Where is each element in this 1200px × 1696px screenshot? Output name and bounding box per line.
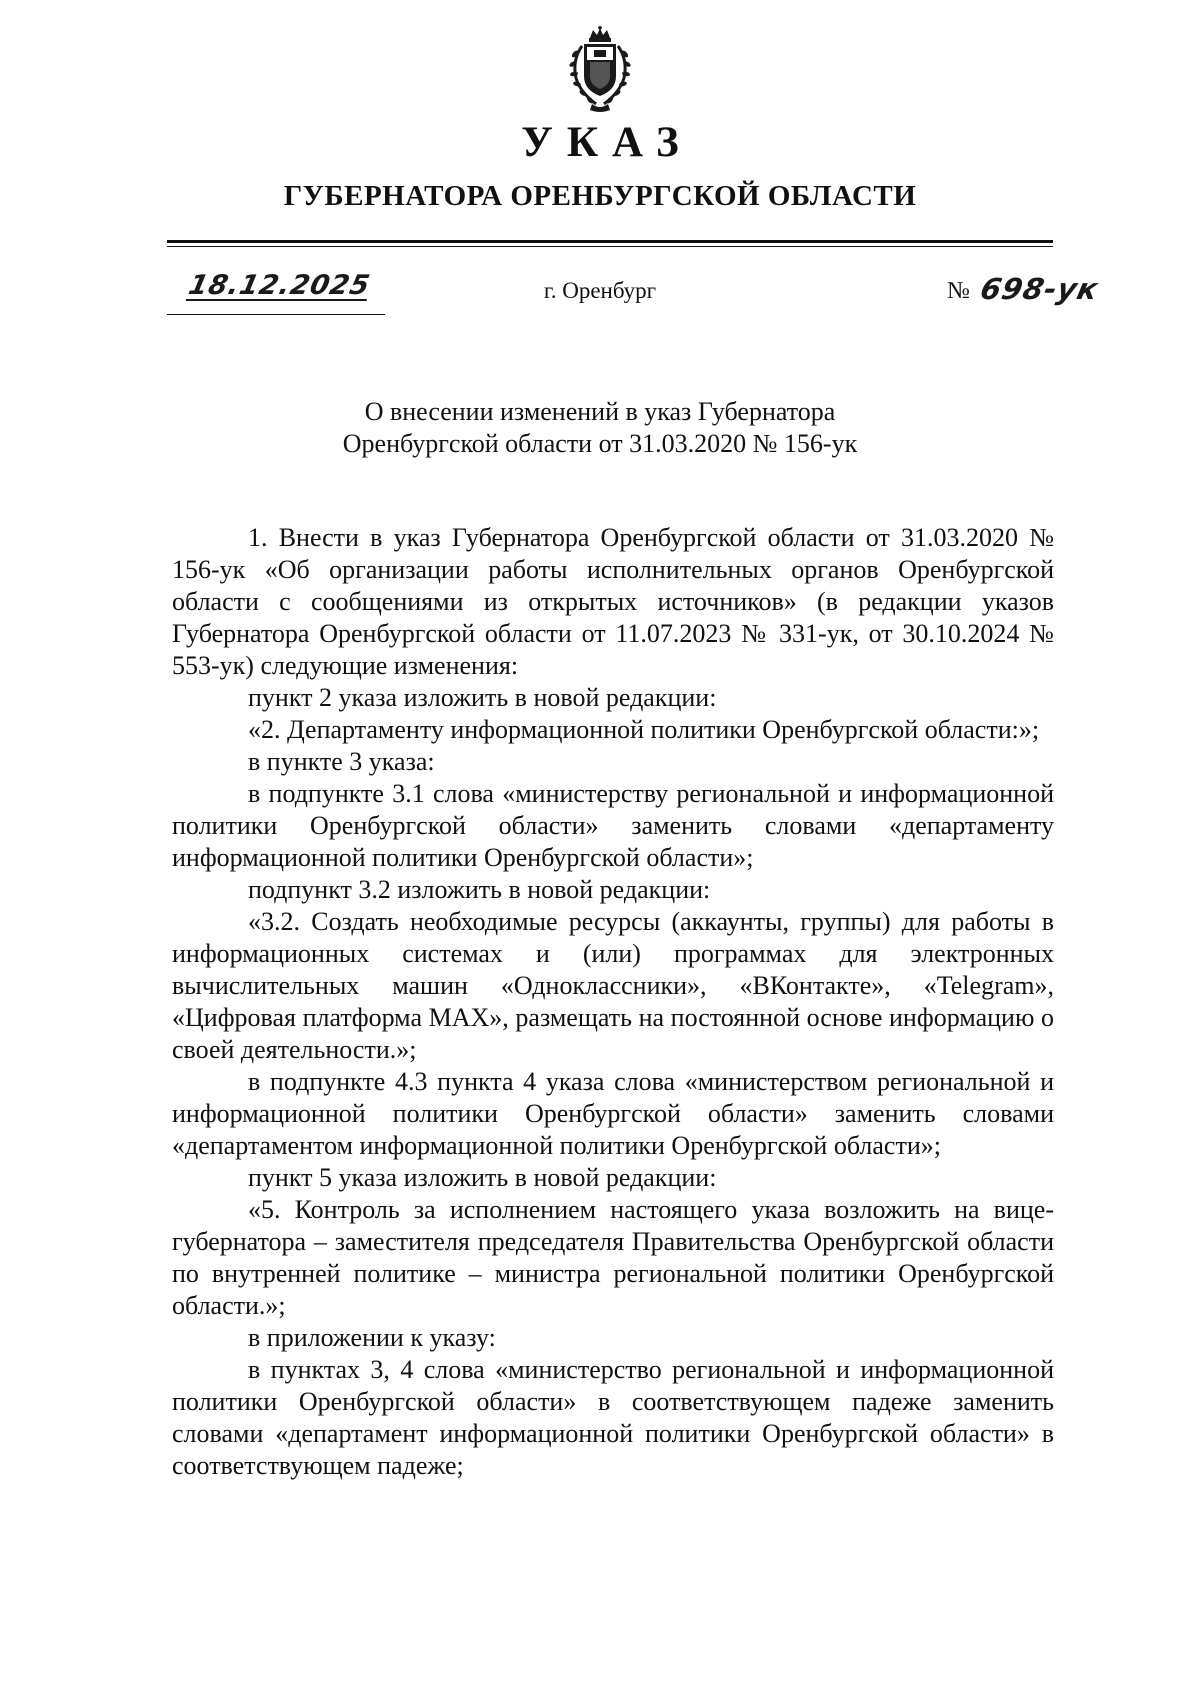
paragraph: 1. Внести в указ Губернатора Оренбургской области от 31.03.2020 № 156-ук «Об организации работы исполнительных органов Оренбургской области с сообщениями из открытых источников» (в редакции указов Губернатора Оренбургской области от 11.07.2023 № 331-ук, от 30.10.2024 № 553-ук) следующие изменения: — [172, 523, 1054, 680]
header-divider-thin — [167, 246, 1053, 247]
header-divider-thick — [167, 240, 1053, 243]
issuer-title: ГУБЕРНАТОРА ОРЕНБУРГСКОЙ ОБЛАСТИ — [283, 180, 917, 212]
number-value: 698-ук — [977, 272, 1102, 306]
paragraph: в пунктах 3, 4 слова «министерство региональной и информационной политики Оренбургской области» в соответствующем падеже заменить словами «департамент информационной политики Оренбургской области» в соответствующем падеже; — [172, 1355, 1054, 1480]
number-field — [947, 272, 1107, 322]
paragraph: подпункт 3.2 изложить в новой редакции: — [248, 875, 711, 904]
document-subject — [0, 396, 1200, 460]
date-value: 18.12.2025 — [185, 270, 374, 301]
city-label: г. Оренбург — [543, 278, 657, 303]
paragraph: «3.2. Создать необходимые ресурсы (аккаунты, группы) для работы в информационных системах и (или) программах для электронных вычислительных машин «Одноклассники», «ВКонтакте», «Telegram», «Цифровая платформа MAX», размещать на постоянной основе информацию о своей деятельности.»; — [172, 907, 1054, 1064]
paragraph: пункт 2 указа изложить в новой редакции: — [248, 683, 717, 712]
paragraph: «5. Контроль за исполнением настоящего указа возложить на вице-губернатора – заместителя председателя Правительства Оренбургской области по внутренней политике – министра региональной политики Оренбургской области.»; — [172, 1195, 1054, 1320]
paragraph: «2. Департаменту информационной политики Оренбургской области:»; — [248, 715, 1040, 744]
coat-of-arms-icon — [566, 26, 634, 112]
paragraph: в подпункте 4.3 пункта 4 указа слова «министерством региональной и информационной политики Оренбургской области» заменить словами «департаментом информационной политики Оренбургской области»; — [172, 1067, 1054, 1160]
number-sign: № — [947, 278, 970, 304]
document-type-title: УКАЗ — [521, 119, 693, 166]
subject-line-1: О внесении изменений в указ Губернатора — [364, 397, 836, 426]
paragraph: в пункте 3 указа: — [248, 747, 435, 776]
paragraph: в приложении к указу: — [248, 1323, 496, 1352]
document-body — [172, 522, 1054, 1482]
subject-line-2: Оренбургской области от 31.03.2020 № 156-ук — [342, 429, 858, 458]
paragraph: в подпункте 3.1 слова «министерству региональной и информационной политики Оренбургской области» заменить словами «департаменту информационной политики Оренбургской области»; — [172, 779, 1054, 872]
paragraph: пункт 5 указа изложить в новой редакции: — [248, 1163, 717, 1192]
